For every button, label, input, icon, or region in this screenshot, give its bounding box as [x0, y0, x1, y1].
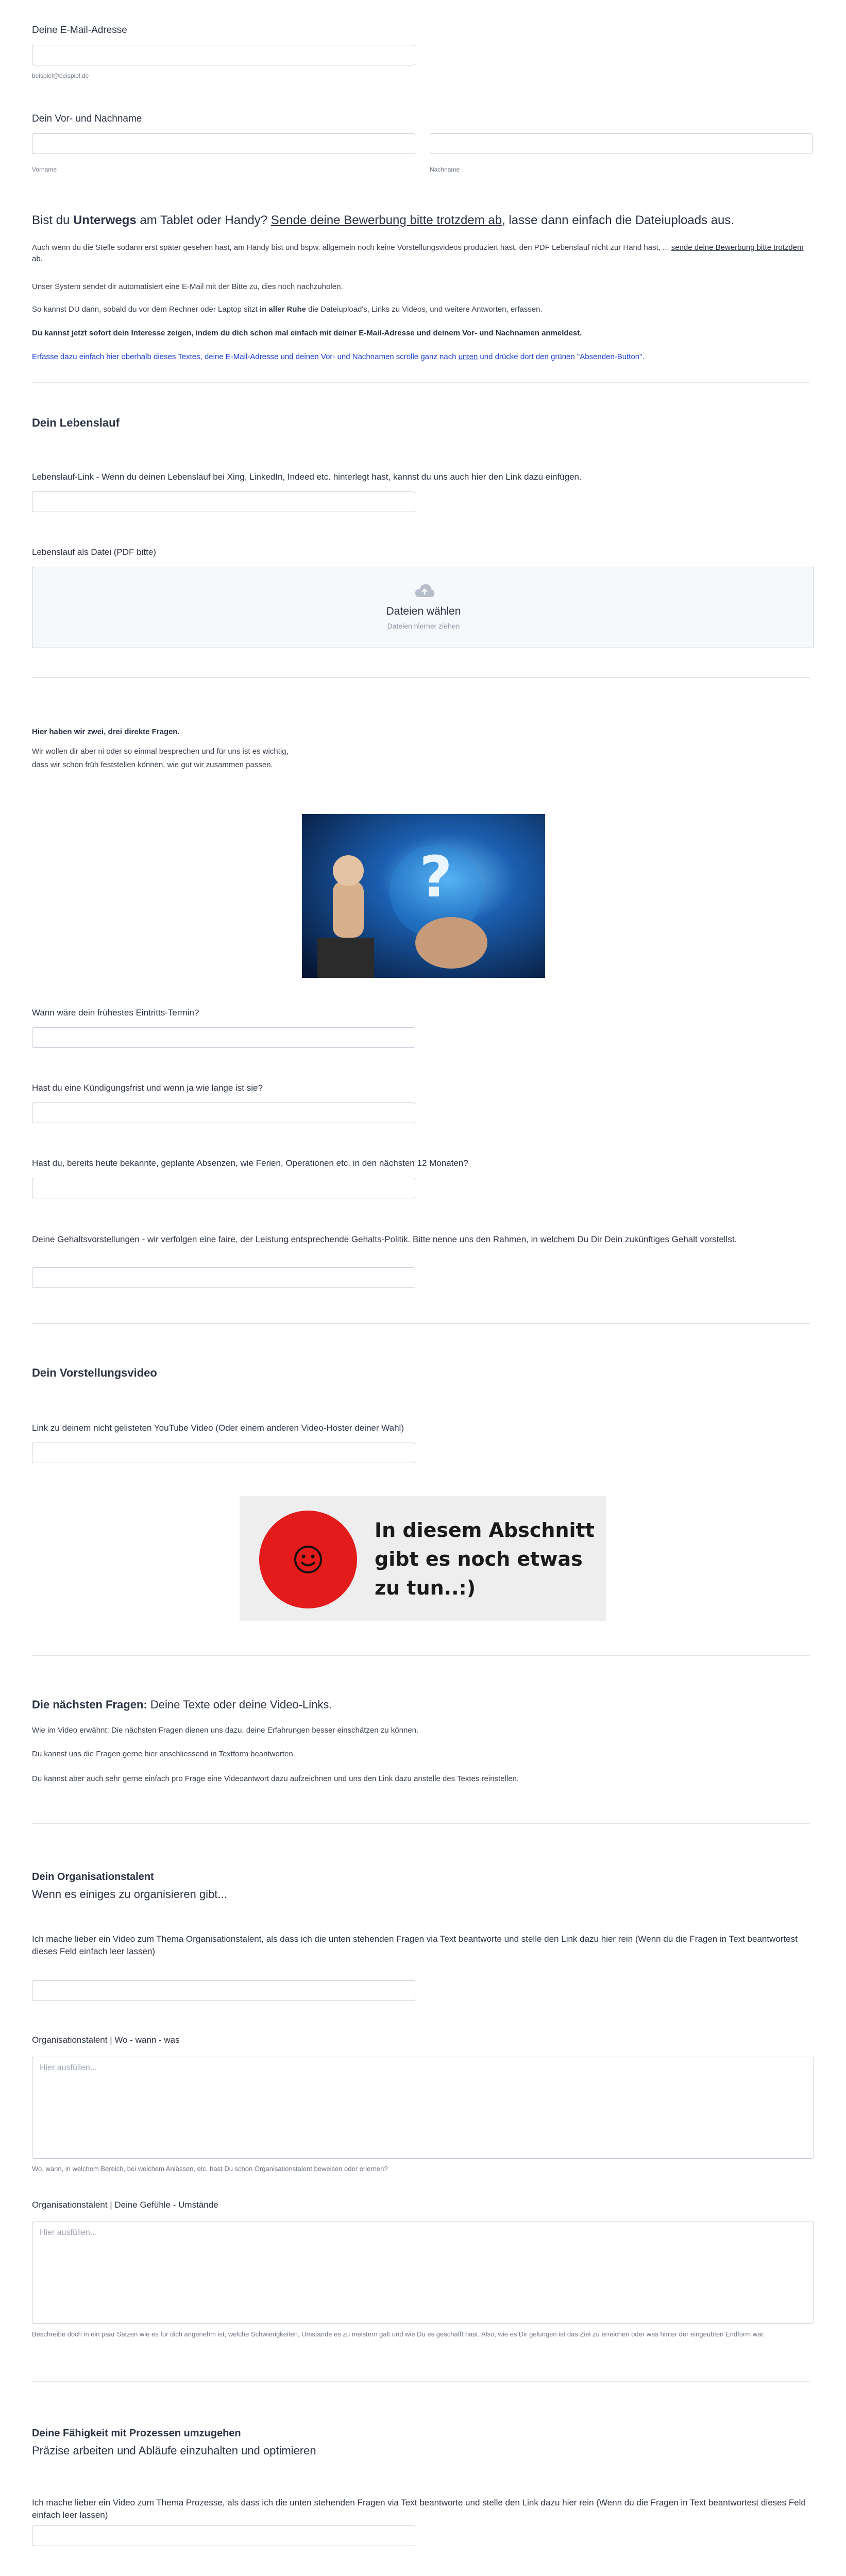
orga-q1-sublabel: Wo, wann, in welchem Bereich, bei welchem Anlässen, etc. hast Du schon Organisationstalent beweisen oder erlernen?	[32, 2165, 388, 2173]
divider	[32, 382, 810, 383]
todo-banner-line1: In diesem Abschnitt	[375, 1519, 595, 1541]
intro-line1-pre: Bist du	[32, 213, 74, 227]
divider	[32, 2381, 810, 2382]
intro-paragraph-5: Du kannst jetzt sofort dein Interesse zeigen, indem du dich schon mal einfach mit deiner E-Mail-Adresse und deinem Vor- und Nachnamen anmeldest.	[32, 329, 582, 337]
salary-input[interactable]	[32, 1267, 415, 1288]
divider	[32, 1655, 810, 1656]
cloud-upload-icon	[414, 583, 435, 598]
name-label: Dein Vor- und Nachname	[32, 113, 142, 124]
next-p2: Du kannst uns die Fragen gerne hier anschliessend in Textform beantworten.	[32, 1750, 295, 1758]
intro-p4-post: die Dateiupload's, Links zu Videos, und weitere Antworten, erfassen.	[306, 305, 543, 314]
last-name-input[interactable]	[430, 133, 813, 154]
divider	[32, 1323, 810, 1324]
direct-questions-title: Hier haben wir zwei, drei direkte Fragen.	[32, 727, 180, 736]
intro-paragraph-4	[32, 304, 810, 315]
orga-video-label: Ich mache lieber ein Video zum Thema Organisationstalent, als dass ich die unten stehenden Fragen via Text beantworte und stelle den Link dazu hier rein (Wenn du die Fragen in Text beantwortest dieses Feld einfach leer lassen)	[32, 1934, 798, 1956]
orga-q2-placeholder: Hier ausfüllen...	[40, 2228, 97, 2237]
orga-q1-placeholder: Hier ausfüllen...	[40, 2063, 97, 2072]
todo-banner-text	[375, 1516, 595, 1602]
email-sublabel: beispiel@beispiel.de	[32, 72, 89, 79]
video-link-label: Link zu deinem nicht gelisteten YouTube Video (Oder einem anderen Video-Hoster deiner Wahl)	[32, 1423, 404, 1433]
intro-p2-link[interactable]: sende deine Bewerbung bitte trotzdem ab.	[32, 243, 804, 263]
first-name-input[interactable]	[32, 133, 415, 154]
cv-file-label: Lebenslauf als Datei (PDF bitte)	[32, 547, 156, 557]
cv-upload-dropzone[interactable]	[32, 567, 814, 648]
orga-section-title: Dein Organisationstalent	[32, 1871, 154, 1883]
next-p3: Du kannst aber auch sehr gerne einfach pro Frage eine Videoantwort dazu aufzeichnen und uns den Link dazu anstelle des Textes reinstellen.	[32, 1774, 519, 1783]
divider	[32, 677, 810, 678]
process-section-subtitle: Präzise arbeiten und Abläufe einzuhalten und optimieren	[32, 2444, 316, 2457]
intro-line1-mid: am Tablet oder Handy?	[136, 213, 271, 227]
email-label: Deine E-Mail-Adresse	[32, 25, 127, 36]
orga-q2-sublabel: Beschreibe doch in ein paar Sätzen wie es für dich angenehm ist, welche Schwierigkeiten, Umstände es zu meistern galt und wie Du es geschafft hast. Also, wie es Dir gelungen ist das Ziel zu erreichen oder was hinter der eingeübten Endform war.	[32, 2330, 765, 2338]
direct-questions-line1: Wir wollen dir aber ni oder so einmal besprechen und für uns ist es wichtig,	[32, 747, 289, 756]
orga-q1-label: Organisationstalent | Wo - wann - was	[32, 2035, 180, 2045]
intro-line1-post: lasse dann einfach die Dateiuploads aus.	[505, 213, 735, 227]
direct-questions-line2: dass wir schon früh feststellen können, wie gut wir zusammen passen.	[32, 760, 273, 769]
intro-p4-pre: So kannst DU dann, sobald du vor dem Rechner oder Laptop sitzt	[32, 305, 260, 314]
start-date-input[interactable]	[32, 1027, 415, 1048]
intro-p2-text: Auch wenn du die Stelle sodann erst später gesehen hast, am Handy bist und bspw. allgemein noch keine Vorstellungsvideos produziert hast, den PDF Lebenslauf nicht zur Hand hast, ...	[32, 243, 669, 252]
intro-paragraph-2	[32, 242, 810, 265]
next-title-rest: Deine Texte oder deine Video-Links.	[147, 1698, 332, 1711]
intro-line1-bold: Unterwegs	[73, 213, 137, 227]
orga-q1-textarea[interactable]	[32, 2057, 814, 2159]
cv-link-input[interactable]	[32, 492, 415, 512]
orga-q2-textarea[interactable]	[32, 2222, 814, 2324]
q-notice-period-label: Hast du eine Kündigungsfrist und wenn ja wie lange ist sie?	[32, 1083, 263, 1093]
upload-subtitle: Dateien hierher ziehen	[387, 622, 460, 630]
orga-q2-label: Organisationstalent | Deine Gefühle - Umstände	[32, 2200, 218, 2210]
smiley-icon	[293, 1544, 324, 1575]
todo-banner-line2: gibt es noch etwas	[375, 1548, 583, 1570]
next-questions-title	[32, 1698, 332, 1711]
next-p1: Wie im Video erwähnt: Die nächsten Fragen dienen uns dazu, deine Erfahrungen besser einschätzen zu können.	[32, 1726, 419, 1735]
todo-banner-line3: zu tun..:)	[375, 1577, 476, 1599]
intro-p6-link[interactable]: unten	[458, 352, 478, 361]
intro-p6-post: und drücke dort den grünen "Absenden-Button".	[478, 352, 645, 361]
intro-p6-pre: Erfasse dazu einfach hier oberhalb dieses Textes, deine E-Mail-Adresse und deinen Vor- und Nachnamen scrolle ganz nach	[32, 352, 459, 361]
orga-video-link-input[interactable]	[32, 1980, 415, 2001]
intro-p4-bold: in aller Ruhe	[259, 305, 306, 314]
absences-input[interactable]	[32, 1178, 415, 1198]
process-section-title: Deine Fähigkeit mit Prozessen umzugehen	[32, 2428, 241, 2439]
first-name-sublabel: Vorname	[32, 166, 57, 173]
cv-section-title: Dein Lebenslauf	[32, 416, 120, 429]
intro-paragraph-6	[32, 351, 810, 363]
upload-title: Dateien wählen	[386, 605, 461, 617]
divider	[32, 1823, 810, 1824]
notice-period-input[interactable]	[32, 1103, 415, 1123]
q-start-date-label: Wann wäre dein frühestes Eintritts-Termin?	[32, 1008, 199, 1018]
video-section-title: Dein Vorstellungsvideo	[32, 1366, 157, 1379]
process-video-link-input[interactable]	[32, 2526, 415, 2546]
question-mark-illustration	[302, 814, 545, 978]
email-input[interactable]	[32, 45, 415, 65]
intro-headline	[32, 213, 810, 228]
todo-banner	[240, 1496, 606, 1621]
q-absences-label: Hast du, bereits heute bekannte, geplante Absenzen, wie Ferien, Operationen etc. in den nächsten 12 Monaten?	[32, 1158, 468, 1168]
orga-section-subtitle: Wenn es einiges zu organisieren gibt...	[32, 1888, 227, 1901]
intro-send-anyway-link[interactable]: Sende deine Bewerbung bitte trotzdem ab,	[270, 213, 505, 227]
next-title-bold: Die nächsten Fragen:	[32, 1698, 147, 1711]
svg-text:?: ?	[419, 844, 452, 910]
cv-link-label: Lebenslauf-Link - Wenn du deinen Lebenslauf bei Xing, LinkedIn, Indeed etc. hinterlegt hast, kannst du uns auch hier den Link dazu einfügen.	[32, 472, 582, 482]
video-link-input[interactable]	[32, 1443, 415, 1463]
process-video-label: Ich mache lieber ein Video zum Thema Prozesse, als dass ich die unten stehenden Fragen via Text beantworte und stelle den Link dazu hier rein (Wenn du die Fragen in Text beantwortest dieses Feld einfach leer lassen)	[32, 2498, 806, 2520]
intro-paragraph-3: Unser System sendet dir automatisiert eine E-Mail mit der Bitte zu, dies noch nachzuholen.	[32, 282, 343, 291]
last-name-sublabel: Nachname	[430, 166, 460, 173]
q-salary-label: Deine Gehaltsvorstellungen - wir verfolgen eine faire, der Leistung entsprechende Gehalts-Politik. Bitte nenne uns den Rahmen, in welchem Du Dir Dein zukünftiges Gehalt vorstellst.	[32, 1234, 737, 1244]
